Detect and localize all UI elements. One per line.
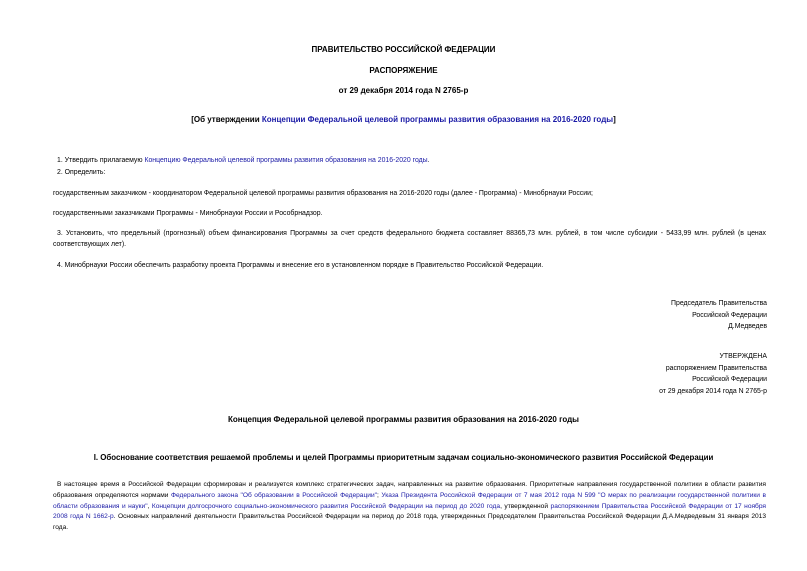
signature-name: Д.Медведев [728, 323, 767, 330]
government-order-link[interactable]: распоряжением Правительства Российской Федерации от 17 ноября 2008 года N 1662-р [53, 502, 767, 521]
item-2b: государственными заказчиками Программы - Минобрнауки России и Рособрнадзор. [53, 210, 323, 217]
signature-country: Российской Федерации [692, 311, 767, 319]
item-2: 2. Определить: [57, 169, 106, 176]
para-text-5: . Основных направлений деятельности Правительства Российской Федерации на период до 2018 года, утвержденных Председателем Правительства Российской Федерации Д.А.Медведевым 31 января 2013 года. [53, 513, 766, 532]
approval-block [659, 351, 767, 397]
title-close: ] [613, 115, 616, 124]
section-1-paragraph [53, 480, 766, 534]
approval-by: распоряжением Правительства [665, 364, 767, 372]
item-2a: государственным заказчиком - координатором Федеральной целевой программы развития образования на 2016-2020 годы (далее - Программа) - Минобрнауки России; [53, 190, 593, 197]
item-1-suffix: . [427, 157, 430, 164]
para-text-1: В настоящее время в Российской Федерации сформирован и реализуется комплекс стратегических задач, направленных на развитие образования. Приоритетные направления государственной политики в области развития образования определяются нормами [53, 481, 766, 499]
approval-status: УТВЕРЖДЕНА [719, 353, 767, 360]
concept-link[interactable]: Концепцию Федеральной целевой программы развития образования на 2016-2020 годы [144, 157, 428, 164]
concept-title-link[interactable]: Концепции Федеральной целевой программы развития образования на 2016-2020 годы [261, 115, 614, 124]
approval-country: Российской Федерации [692, 376, 767, 383]
para-text-2: ; [376, 491, 382, 499]
presidential-decree-link[interactable]: Указа Президента Российской Федерации от 7 мая 2012 года N 599 "О мерах по реализации государственной политики в области образования и науки" [53, 491, 766, 510]
title-open: [Об утверждении [191, 115, 262, 124]
long-term-concept-link[interactable]: Концепции долгосрочного социально-экономического развития Российской Федерации на период до 2020 года [151, 502, 501, 510]
document-title [0, 115, 807, 124]
item-4: 4. Минобрнауки России обеспечить разработку проекта Программы и внесение его в установленном порядке в Правительство Российской Федерации. [57, 262, 544, 269]
government-heading: ПРАВИТЕЛЬСТВО РОССИЙСКОЙ ФЕДЕРАЦИИ [311, 45, 496, 54]
document-type-heading: РАСПОРЯЖЕНИЕ [369, 66, 438, 75]
item-1 [57, 155, 770, 166]
item-1-prefix: 1. Утвердить прилагаемую [57, 157, 145, 164]
approval-date: от 29 декабря 2014 года N 2765-р [659, 387, 767, 395]
education-law-link[interactable]: Федерального закона "Об образовании в Российской Федерации" [171, 491, 377, 499]
item-3: 3. Установить, что предельный (прогнозный) объем финансирования Программы за счет средств федерального бюджета составляет 88365,73 млн. рублей, в том числе субсидии - 5433,99 млн. рублей (в ценах соответствующих лет). [53, 230, 766, 248]
signature-block [671, 298, 767, 333]
signature-position: Председатель Правительства [671, 300, 767, 307]
concept-title: Концепция Федеральной целевой программы развития образования на 2016-2020 годы [227, 415, 580, 424]
document-date-number: от 29 декабря 2014 года N 2765-р [338, 86, 469, 95]
section-1-title: I. Обоснование соответствия решаемой проблемы и целей Программы приоритетным задачам социально-экономического развития Российской Федерации [93, 453, 714, 462]
para-text-4: , утвержденной [500, 502, 551, 510]
para-text-3: , [147, 502, 152, 510]
